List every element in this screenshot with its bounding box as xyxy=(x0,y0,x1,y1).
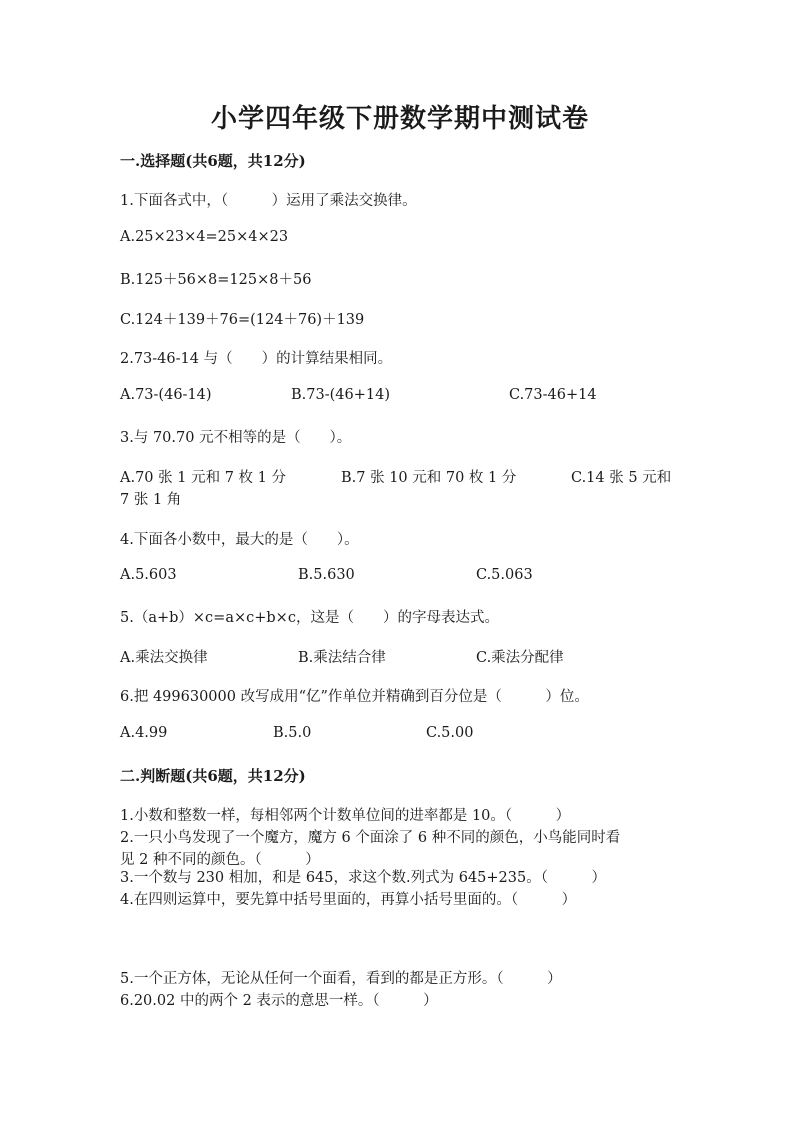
option-b: B.7 张 10 元和 70 枚 1 分 xyxy=(341,470,517,486)
section-heading-choice: 一.选择题(共6题，共12分) xyxy=(120,152,306,170)
option-a: A.70 张 1 元和 7 枚 1 分 xyxy=(120,470,286,486)
option-c: C.5.00 xyxy=(426,725,474,741)
option-a: A.25×23×4=25×4×23 xyxy=(120,229,289,245)
judgement-item: 1.小数和整数一样，每相邻两个计数单位间的进率都是 10。（ ） xyxy=(120,808,571,824)
question-stem: 6.把 499630000 改写成用“亿”作单位并精确到百分位是（ ）位。 xyxy=(120,689,589,705)
question-stem: 3.与 70.70 元不相等的是（ ）。 xyxy=(120,430,352,446)
option-a: A.乘法交换律 xyxy=(120,650,208,666)
option-a: A.4.99 xyxy=(120,725,168,741)
option-b: B.125＋56×8=125×8＋56 xyxy=(120,272,312,288)
option-c: C.5.063 xyxy=(476,567,533,583)
option-c: C.73-46+14 xyxy=(509,387,597,403)
question-stem: 4.下面各小数中，最大的是（ ）。 xyxy=(120,532,359,548)
option-c: C.124＋139＋76=(124＋76)＋139 xyxy=(120,312,365,328)
judgement-item: 6.20.02 中的两个 2 表示的意思一样。（ ） xyxy=(120,993,438,1009)
judgement-item: 4.在四则运算中，要先算中括号里面的，再算小括号里面的。（ ） xyxy=(120,892,577,908)
option-a: A.73-(46-14) xyxy=(120,387,212,403)
page-title: 小学四年级下册数学期中测试卷 xyxy=(210,104,589,134)
question-stem: 2.73-46-14 与（ ）的计算结果相同。 xyxy=(120,351,393,367)
option-b: B.5.0 xyxy=(273,725,312,741)
option-c: C.乘法分配律 xyxy=(476,650,564,666)
option-b: B.73-(46+14) xyxy=(291,387,390,403)
option-a: A.5.603 xyxy=(120,567,177,583)
section-heading-true-false: 二.判断题(共6题，共12分) xyxy=(120,767,306,785)
option-b: B.5.630 xyxy=(298,567,355,583)
judgement-item-continuation: 见 2 种不同的颜色。（ ） xyxy=(120,852,320,868)
question-stem: 5.（a+b）×c=a×c+b×c，这是（ ）的字母表达式。 xyxy=(120,610,499,626)
option-b: B.乘法结合律 xyxy=(298,650,386,666)
judgement-item: 2.一只小鸟发现了一个魔方，魔方 6 个面涂了 6 种不同的颜色，小鸟能同时看 xyxy=(120,830,621,846)
judgement-item: 3.一个数与 230 相加，和是 645，求这个数.列式为 645+235。（ ） xyxy=(120,870,606,886)
option-c-part2: 7 张 1 角 xyxy=(120,492,182,508)
judgement-item: 5.一个正方体，无论从任何一个面看，看到的都是正方形。（ ） xyxy=(120,971,562,987)
question-stem: 1.下面各式中，（ ）运用了乘法交换律。 xyxy=(120,193,417,209)
option-c-part1: C.14 张 5 元和 xyxy=(571,470,672,486)
